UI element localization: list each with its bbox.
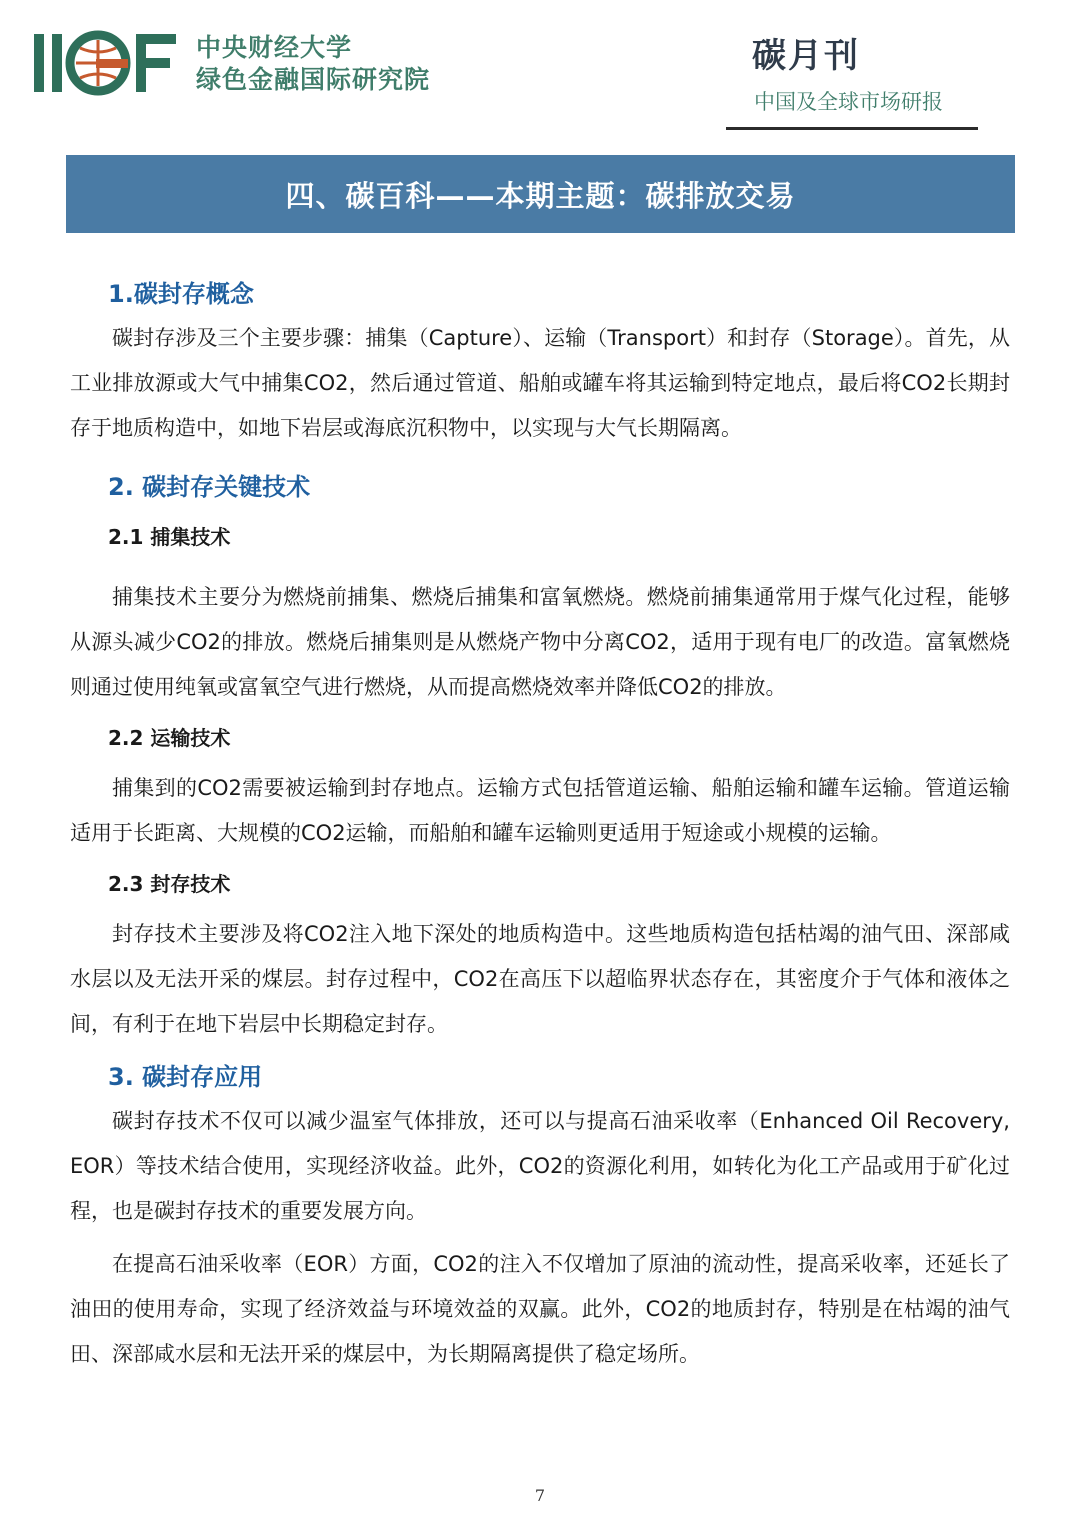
- paragraph-application-1: 碳封存技术不仅可以减少温室气体排放，还可以与提高石油采收率（Enhanced Oil Recovery, EOR）等技术结合使用，实现经济收益。此外，CO2的资源化利用，如转化为化工产品或用于矿化过程，也是碳封存技术的重要发展方向。: [70, 1109, 1010, 1223]
- section-heading-1: 1.碳封存概念: [108, 280, 254, 308]
- subheading-transport: 2.2 运输技术: [108, 726, 231, 750]
- paragraph-storage: 封存技术主要涉及将CO2注入地下深处的地质构造中。这些地质构造包括枯竭的油气田、深部咸水层以及无法开采的煤层。封存过程中，CO2在高压下以超临界状态存在，其密度介于气体和液体之间，有利于在地下岩层中长期稳定封存。: [70, 922, 1010, 1036]
- page-number: 7: [534, 1486, 546, 1505]
- org-line-1: 中央财经大学: [196, 33, 353, 62]
- paragraph-transport: 捕集到的CO2需要被运输到封存地点。运输方式包括管道运输、船舶运输和罐车运输。管道运输适用于长距离、大规模的CO2运输，而船舶和罐车运输则更适用于短途或小规模的运输。: [70, 776, 1010, 845]
- organization-name: [196, 32, 430, 96]
- header-divider: [726, 127, 978, 130]
- paragraph-capture: 捕集技术主要分为燃烧前捕集、燃烧后捕集和富氧燃烧。燃烧前捕集通常用于煤气化过程，能够从源头减少CO2的排放。燃烧后捕集则是从燃烧产物中分离CO2，适用于现有电厂的改造。富氧燃烧则通过使用纯氧或富氧空气进行燃烧，从而提高燃烧效率并降低CO2的排放。: [70, 585, 1010, 699]
- section-heading-2: 2. 碳封存关键技术: [108, 473, 311, 501]
- magazine-subtitle: 中国及全球市场研报: [754, 90, 943, 114]
- section-heading-3: 3. 碳封存应用: [108, 1063, 263, 1091]
- section-banner: 四、碳百科——本期主题：碳排放交易: [66, 155, 1015, 233]
- page-header: [0, 0, 1080, 140]
- paragraph-application-2: 在提高石油采收率（EOR）方面，CO2的注入不仅增加了原油的流动性，提高采收率，还延长了油田的使用寿命，实现了经济效益与环境效益的双赢。此外，CO2的地质封存，特别是在枯竭的油气田、深部咸水层和无法开采的煤层中，为长期隔离提供了稳定场所。: [70, 1252, 1010, 1366]
- article-body: [70, 272, 1010, 1377]
- magazine-title: 碳月刊: [752, 36, 860, 76]
- iigf-logo: [32, 30, 178, 96]
- subheading-storage: 2.3 封存技术: [108, 872, 231, 896]
- subheading-capture: 2.1 捕集技术: [108, 525, 231, 549]
- org-line-2: 绿色金融国际研究院: [196, 65, 431, 94]
- paragraph-concept: 碳封存涉及三个主要步骤：捕集（Capture）、运输（Transport）和封存（Storage）。首先，从工业排放源或大气中捕集CO2，然后通过管道、船舶或罐车将其运输到特定地点，最后将CO2长期封存于地质构造中，如地下岩层或海底沉积物中，以实现与大气长期隔离。: [70, 326, 1010, 440]
